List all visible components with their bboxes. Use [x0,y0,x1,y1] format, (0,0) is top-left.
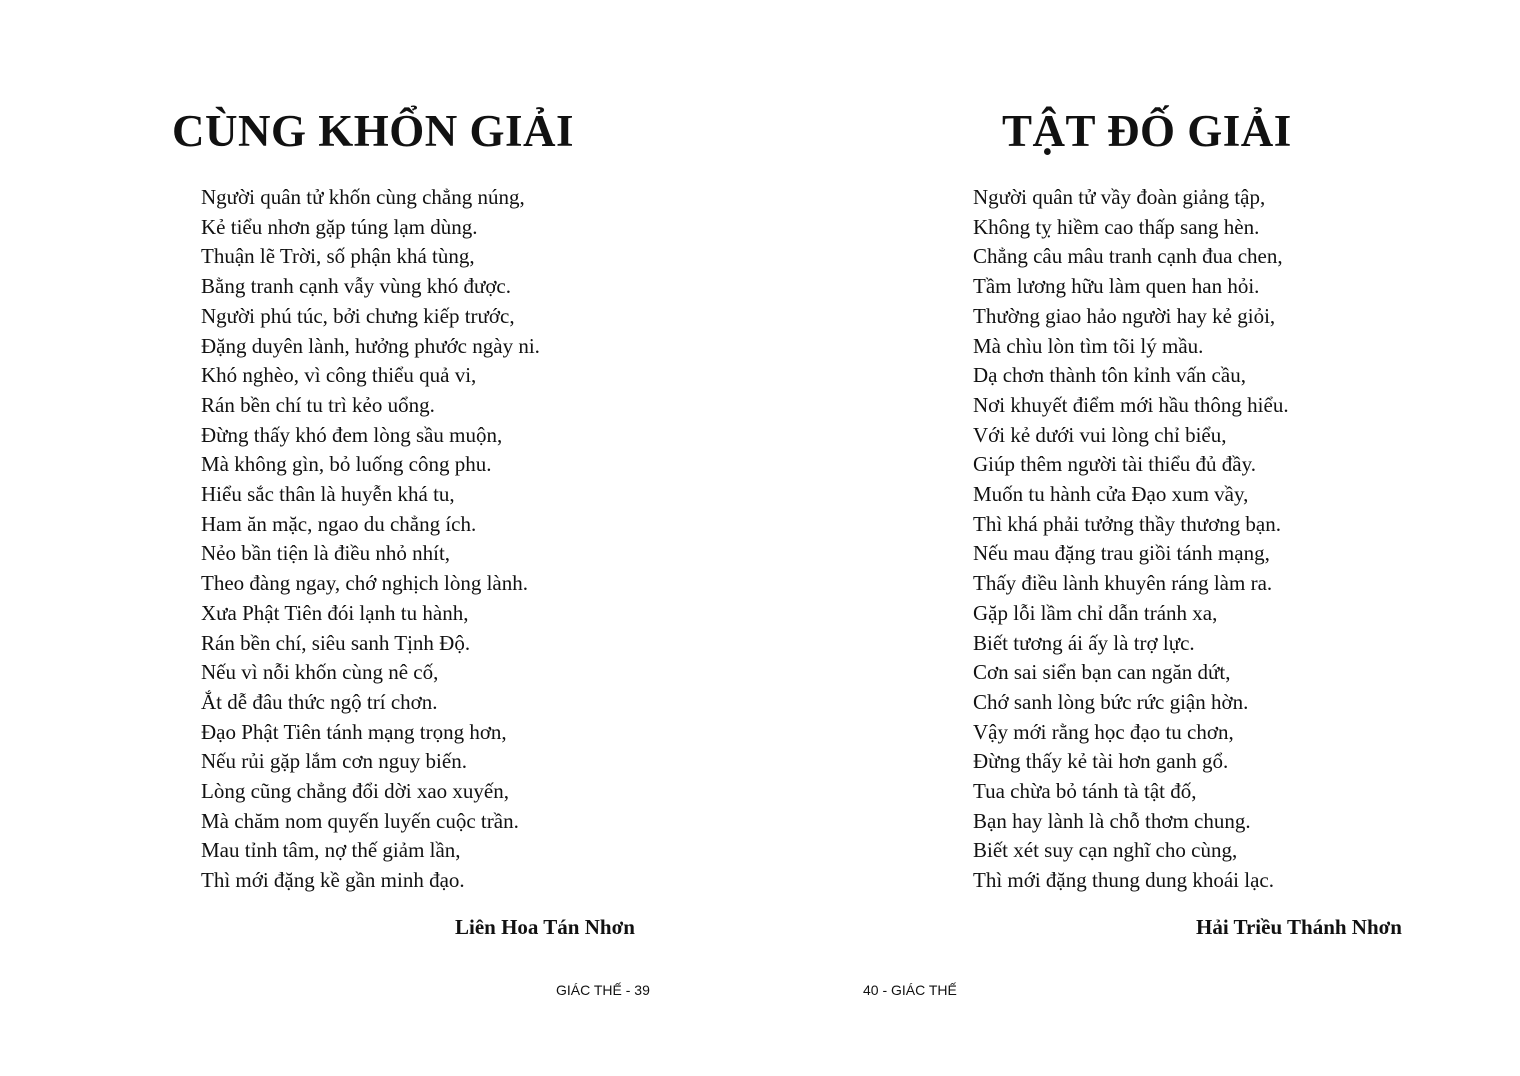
poem-line: Bạn hay lành là chỗ thơm chung. [973,808,1251,833]
poem-line: Ham ăn mặc, ngao du chẳng ích. [201,511,477,536]
poem-line: Người phú túc, bởi chưng kiếp trước, [201,303,515,328]
poem-line: Thì mới đặng thung dung khoái lạc. [973,868,1274,893]
poem-line: Chẳng câu mâu tranh cạnh đua chen, [973,244,1283,269]
poem-line: Biết tương ái ấy là trợ lực. [973,630,1195,655]
poem-line: Thấy điều lành khuyên ráng làm ra. [973,571,1273,596]
right-page [760,0,1520,1076]
poem-line: Ắt dễ đâu thức ngộ trí chơn. [201,689,438,714]
poem-line: Dạ chơn thành tôn kỉnh vấn cầu, [973,363,1246,388]
poem-line: Gặp lỗi lầm chỉ dẫn tránh xa, [973,600,1218,625]
poem-line: Rán bền chí, siêu sanh Tịnh Độ. [201,630,471,655]
poem-line: Bằng tranh cạnh vẫy vùng khó được. [201,274,511,299]
poem-line: Mà chăm nom quyến luyến cuộc trần. [201,808,519,833]
right-page-title: TẬT ĐỐ GIẢI [1002,106,1292,156]
poem-line: Theo đàng ngay, chớ nghịch lòng lành. [201,571,528,596]
poem-line: Thì khá phải tưởng thầy thương bạn. [973,511,1282,536]
poem-line: Mà không gìn, bỏ luống công phu. [201,452,492,477]
poem-line: Kẻ tiểu nhơn gặp túng lạm dùng. [201,214,478,239]
poem-line: Đừng thấy kẻ tài hơn ganh gổ. [973,749,1229,774]
poem-line: Hiểu sắc thân là huyễn khá tu, [201,482,455,507]
poem-line: Thì mới đặng kề gần minh đạo. [201,868,465,893]
poem-line: Đạo Phật Tiên tánh mạng trọng hơn, [201,719,507,744]
poem-line: Nẻo bần tiện là điều nhỏ nhít, [201,541,451,566]
poem-line: Thường giao hảo người hay kẻ giỏi, [973,303,1276,328]
right-poem [973,183,1289,896]
poem-line: Nếu mau đặng trau giồi tánh mạng, [973,541,1270,566]
poem-line: Nếu vì nỗi khốn cùng nê cố, [201,660,439,685]
poem-line: Khó nghèo, vì công thiểu quả vi, [201,363,477,388]
right-page-number: 40 - GIÁC THẾ [863,982,957,998]
left-page-number: GIÁC THẾ - 39 [556,982,650,998]
poem-line: Người quân tử khốn cùng chẳng núng, [201,185,525,209]
poem-line: Vậy mới rằng học đạo tu chơn, [973,719,1234,744]
poem-line: Mau tỉnh tâm, nợ thế giảm lần, [201,838,461,863]
poem-line: Mà chìu lòn tìm tõi lý mầu. [973,333,1204,358]
poem-line: Lòng cũng chẳng đổi dời xao xuyến, [201,779,509,804]
poem-line: Nếu rủi gặp lắm cơn nguy biến. [201,749,467,774]
poem-line: Đặng duyên lành, hưởng phước ngày ni. [201,333,540,358]
poem-line: Tầm lương hữu làm quen han hỏi. [973,274,1260,299]
poem-line: Thuận lẽ Trời, số phận khá tùng, [201,244,475,269]
poem-line: Chớ sanh lòng bức rức giận hờn. [973,689,1249,714]
poem-line: Giúp thêm người tài thiểu đủ đầy. [973,452,1256,477]
left-page-title: CÙNG KHỔN GIẢI [172,106,575,156]
left-page-author: Liên Hoa Tán Nhơn [455,915,635,939]
poem-line: Đừng thấy khó đem lòng sầu muộn, [201,422,503,447]
poem-line: Muốn tu hành cửa Đạo xum vầy, [973,482,1249,507]
left-poem [201,183,540,896]
right-page-author: Hải Triều Thánh Nhơn [1196,915,1402,939]
poem-line: Với kẻ dưới vui lòng chỉ biểu, [973,422,1227,447]
poem-line: Người quân tử vầy đoàn giảng tập, [973,185,1266,209]
poem-line: Rán bền chí tu trì kẻo uổng. [201,392,435,417]
poem-line: Nơi khuyết điểm mới hầu thông hiểu. [973,392,1289,417]
poem-line: Cơn sai siển bạn can ngăn dứt, [973,660,1231,685]
poem-line: Không tỵ hiềm cao thấp sang hèn. [973,214,1260,239]
poem-line: Tua chừa bỏ tánh tà tật đố, [973,779,1197,804]
poem-line: Xưa Phật Tiên đói lạnh tu hành, [201,600,469,625]
poem-line: Biết xét suy cạn nghĩ cho cùng, [973,838,1238,863]
